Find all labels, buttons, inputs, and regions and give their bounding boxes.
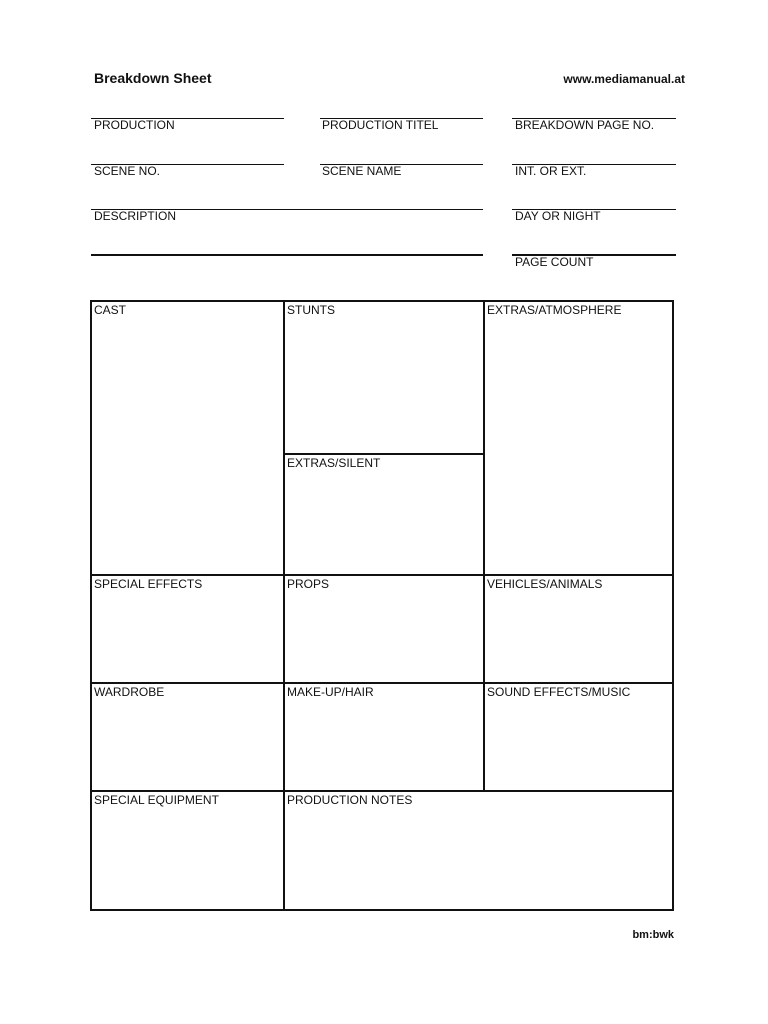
day-or-night-label: DAY OR NIGHT — [515, 209, 601, 223]
production-title-label: PRODUCTION TITEL — [322, 118, 439, 132]
production-notes-cell[interactable] — [285, 792, 672, 909]
stunts-label: STUNTS — [287, 303, 335, 317]
extras-atmosphere-label: EXTRAS/ATMOSPHERE — [487, 303, 622, 317]
breakdown-grid — [90, 300, 674, 911]
form-code: bm:bwk — [632, 929, 674, 941]
description-label: DESCRIPTION — [94, 209, 177, 223]
sound-effects-music-label: SOUND EFFECTS/MUSIC — [487, 685, 631, 699]
props-cell[interactable] — [285, 576, 485, 684]
description-second-line[interactable] — [91, 254, 483, 256]
scene-no-label: SCENE NO. — [94, 164, 161, 178]
production-label: PRODUCTION — [94, 118, 175, 132]
website-url[interactable]: www.mediamanual.at — [563, 72, 685, 86]
cast-label: CAST — [94, 303, 127, 317]
production-notes-label: PRODUCTION NOTES — [287, 793, 413, 807]
sheet-title: Breakdown Sheet — [94, 70, 212, 86]
special-effects-label: SPECIAL EFFECTS — [94, 577, 203, 591]
special-effects-cell[interactable] — [92, 576, 285, 684]
makeup-hair-label: MAKE-UP/HAIR — [287, 685, 374, 699]
sound-effects-music-cell[interactable] — [485, 684, 672, 792]
vehicles-animals-label: VEHICLES/ANIMALS — [487, 577, 603, 591]
extras-silent-label: EXTRAS/SILENT — [287, 456, 381, 470]
extras-atmosphere-cell[interactable] — [483, 302, 672, 576]
wardrobe-label: WARDROBE — [94, 685, 165, 699]
vehicles-animals-cell[interactable] — [485, 576, 672, 684]
page-count-label: PAGE COUNT — [515, 255, 594, 269]
special-equipment-cell[interactable] — [92, 792, 285, 909]
breakdown-page-no-label: BREAKDOWN PAGE NO. — [515, 118, 655, 132]
scene-name-label: SCENE NAME — [322, 164, 402, 178]
cast-cell[interactable] — [92, 302, 285, 576]
int-or-ext-label: INT. OR EXT. — [515, 164, 587, 178]
makeup-hair-cell[interactable] — [285, 684, 485, 792]
stunts-cell[interactable] — [285, 302, 485, 455]
extras-silent-cell[interactable] — [285, 455, 485, 576]
special-equipment-label: SPECIAL EQUIPMENT — [94, 793, 219, 807]
props-label: PROPS — [287, 577, 330, 591]
wardrobe-cell[interactable] — [92, 684, 285, 792]
